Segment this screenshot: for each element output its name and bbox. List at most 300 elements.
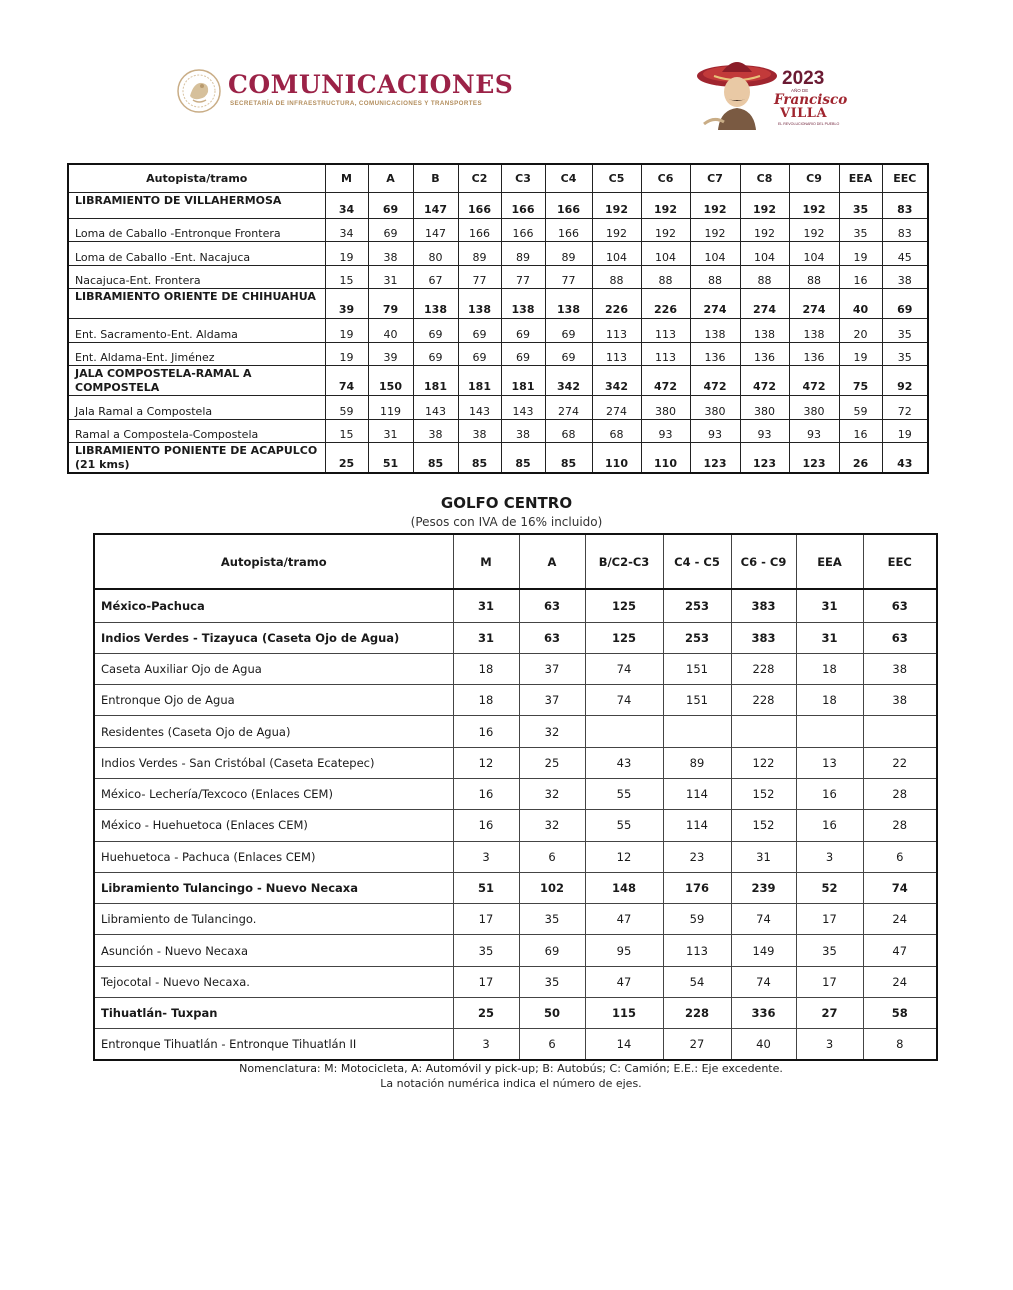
toll-value-cell: 50 xyxy=(519,998,585,1029)
route-name-cell: Jala Ramal a Compostela xyxy=(68,396,325,420)
toll-value-cell: 24 xyxy=(863,966,937,997)
toll-value-cell: 93 xyxy=(690,419,740,443)
toll-value-cell: 136 xyxy=(690,342,740,366)
section-row xyxy=(68,289,928,319)
route-name-cell: México - Huehuetoca (Enlaces CEM) xyxy=(94,810,453,841)
route-name-cell: México- Lechería/Texcoco (Enlaces CEM) xyxy=(94,778,453,809)
table1-header-cell: C5 xyxy=(592,164,641,192)
toll-value-cell: 27 xyxy=(663,1029,731,1060)
toll-value-cell: 150 xyxy=(368,366,413,396)
section-row xyxy=(68,192,928,218)
table1-header-cell: EEC xyxy=(882,164,928,192)
toll-value-cell: 63 xyxy=(863,589,937,622)
toll-value-cell: 34 xyxy=(325,218,368,242)
logo-name-line2: VILLA xyxy=(780,106,828,121)
toll-value-cell: 125 xyxy=(585,589,663,622)
toll-value-cell: 35 xyxy=(839,218,882,242)
toll-value-cell: 3 xyxy=(796,1029,863,1060)
toll-value-cell: 24 xyxy=(863,904,937,935)
toll-value-cell: 19 xyxy=(839,342,882,366)
route-name-cell: Loma de Caballo -Entronque Frontera xyxy=(68,218,325,242)
toll-value-cell: 138 xyxy=(690,319,740,343)
section-row xyxy=(68,366,928,396)
toll-value-cell: 166 xyxy=(545,218,592,242)
toll-value-cell: 77 xyxy=(501,265,545,289)
section-title: GOLFO CENTRO xyxy=(440,494,573,512)
toll-value-cell: 342 xyxy=(545,366,592,396)
toll-value-cell: 74 xyxy=(585,685,663,716)
toll-value-cell: 25 xyxy=(519,747,585,778)
toll-value-cell: 138 xyxy=(458,289,501,319)
toll-value-cell: 181 xyxy=(501,366,545,396)
table-row xyxy=(68,342,928,366)
toll-value-cell xyxy=(585,716,663,747)
toll-value-cell: 152 xyxy=(731,810,796,841)
toll-value-cell: 17 xyxy=(453,966,519,997)
table2-header-cell: M xyxy=(453,534,519,589)
mexico-seal-icon xyxy=(176,68,222,114)
toll-value-cell: 68 xyxy=(592,419,641,443)
toll-value-cell: 192 xyxy=(690,218,740,242)
toll-value-cell: 104 xyxy=(789,242,839,266)
toll-value-cell: 228 xyxy=(731,685,796,716)
toll-value-cell: 31 xyxy=(368,419,413,443)
toll-value-cell: 37 xyxy=(519,653,585,684)
toll-value-cell: 47 xyxy=(585,966,663,997)
route-name-cell: Ent. Sacramento-Ent. Aldama xyxy=(68,319,325,343)
toll-value-cell: 192 xyxy=(592,218,641,242)
toll-value-cell: 383 xyxy=(731,589,796,622)
toll-value-cell: 75 xyxy=(839,366,882,396)
table2-header-cell: A xyxy=(519,534,585,589)
toll-value-cell: 38 xyxy=(368,242,413,266)
toll-value-cell: 17 xyxy=(796,904,863,935)
toll-value-cell: 104 xyxy=(740,242,789,266)
table-row xyxy=(94,747,937,778)
toll-value-cell: 74 xyxy=(731,904,796,935)
toll-value-cell: 51 xyxy=(368,443,413,474)
toll-value-cell: 25 xyxy=(453,998,519,1029)
toll-value-cell: 68 xyxy=(545,419,592,443)
toll-value-cell: 77 xyxy=(458,265,501,289)
toll-value-cell: 32 xyxy=(519,716,585,747)
toll-value-cell: 119 xyxy=(368,396,413,420)
route-name-cell: JALA COMPOSTELA-RAMAL A COMPOSTELA xyxy=(68,366,325,396)
toll-value-cell: 69 xyxy=(545,342,592,366)
table1-header-cell: EEA xyxy=(839,164,882,192)
toll-value-cell: 85 xyxy=(458,443,501,474)
toll-value-cell: 17 xyxy=(796,966,863,997)
toll-value-cell: 181 xyxy=(413,366,458,396)
toll-value-cell: 40 xyxy=(731,1029,796,1060)
toll-value-cell: 19 xyxy=(882,419,928,443)
toll-value-cell: 6 xyxy=(863,841,937,872)
table-row xyxy=(94,653,937,684)
toll-value-cell: 104 xyxy=(641,242,690,266)
section-row xyxy=(94,589,937,622)
toll-value-cell: 472 xyxy=(789,366,839,396)
toll-value-cell: 35 xyxy=(839,192,882,218)
toll-value-cell: 472 xyxy=(740,366,789,396)
toll-value-cell: 239 xyxy=(731,872,796,903)
toll-value-cell: 69 xyxy=(545,319,592,343)
toll-value-cell: 45 xyxy=(882,242,928,266)
toll-value-cell: 15 xyxy=(325,419,368,443)
toll-value-cell: 176 xyxy=(663,872,731,903)
toll-value-cell: 113 xyxy=(641,319,690,343)
toll-value-cell: 38 xyxy=(501,419,545,443)
toll-value-cell: 16 xyxy=(796,778,863,809)
table-row xyxy=(68,265,928,289)
toll-value-cell: 40 xyxy=(839,289,882,319)
toll-value-cell: 14 xyxy=(585,1029,663,1060)
toll-value-cell: 59 xyxy=(839,396,882,420)
section-row xyxy=(94,872,937,903)
route-name-cell: Indios Verdes - Tizayuca (Caseta Ojo de Agua) xyxy=(94,622,453,653)
toll-value-cell: 166 xyxy=(458,218,501,242)
toll-value-cell: 228 xyxy=(663,998,731,1029)
toll-value-cell: 79 xyxy=(368,289,413,319)
table2-header-cell: B/C2-C3 xyxy=(585,534,663,589)
toll-value-cell: 93 xyxy=(740,419,789,443)
toll-value-cell: 55 xyxy=(585,810,663,841)
toll-value-cell: 19 xyxy=(325,242,368,266)
toll-value-cell: 114 xyxy=(663,810,731,841)
toll-value-cell: 69 xyxy=(413,319,458,343)
toll-value-cell: 31 xyxy=(368,265,413,289)
toll-value-cell: 113 xyxy=(641,342,690,366)
toll-value-cell: 16 xyxy=(839,419,882,443)
toll-value-cell: 27 xyxy=(796,998,863,1029)
toll-value-cell: 192 xyxy=(789,218,839,242)
toll-value-cell: 138 xyxy=(789,319,839,343)
table1-header-cell: C7 xyxy=(690,164,740,192)
table1-header-cell: M xyxy=(325,164,368,192)
toll-value-cell: 20 xyxy=(839,319,882,343)
table1-header-cell: C6 xyxy=(641,164,690,192)
toll-value-cell: 16 xyxy=(453,778,519,809)
toll-value-cell: 149 xyxy=(731,935,796,966)
toll-value-cell: 12 xyxy=(453,747,519,778)
toll-value-cell: 92 xyxy=(882,366,928,396)
toll-value-cell: 3 xyxy=(796,841,863,872)
toll-value-cell: 181 xyxy=(458,366,501,396)
toll-value-cell: 18 xyxy=(796,685,863,716)
toll-value-cell: 3 xyxy=(453,841,519,872)
toll-value-cell: 274 xyxy=(740,289,789,319)
table2-header-cell: C4 - C5 xyxy=(663,534,731,589)
toll-value-cell: 74 xyxy=(585,653,663,684)
toll-value-cell: 342 xyxy=(592,366,641,396)
toll-value-cell: 63 xyxy=(519,589,585,622)
route-name-cell: Caseta Auxiliar Ojo de Agua xyxy=(94,653,453,684)
toll-value-cell: 35 xyxy=(453,935,519,966)
toll-value-cell: 253 xyxy=(663,589,731,622)
toll-value-cell: 383 xyxy=(731,622,796,653)
section-row xyxy=(68,443,928,474)
toll-value-cell: 89 xyxy=(458,242,501,266)
toll-value-cell: 19 xyxy=(325,319,368,343)
table2-header-cell: EEA xyxy=(796,534,863,589)
toll-value-cell: 18 xyxy=(453,653,519,684)
logo-year: 2023 xyxy=(782,68,825,89)
table1-header-cell: C9 xyxy=(789,164,839,192)
route-name-cell: LIBRAMIENTO DE VILLAHERMOSA xyxy=(68,192,325,218)
toll-value-cell: 123 xyxy=(740,443,789,474)
toll-value-cell xyxy=(863,716,937,747)
section-row xyxy=(94,998,937,1029)
table2-header-row xyxy=(94,534,937,589)
toll-value-cell: 69 xyxy=(368,218,413,242)
sict-logo xyxy=(176,68,514,114)
route-name-cell: Entronque Ojo de Agua xyxy=(94,685,453,716)
toll-value-cell: 166 xyxy=(501,192,545,218)
toll-value-cell: 125 xyxy=(585,622,663,653)
table1-header-cell: Autopista/tramo xyxy=(68,164,325,192)
toll-value-cell: 380 xyxy=(690,396,740,420)
route-name-cell: Entronque Tihuatlán - Entronque Tihuatlán II xyxy=(94,1029,453,1060)
table-row xyxy=(94,935,937,966)
toll-value-cell: 38 xyxy=(413,419,458,443)
toll-value-cell: 35 xyxy=(519,904,585,935)
toll-value-cell: 39 xyxy=(368,342,413,366)
toll-value-cell: 274 xyxy=(690,289,740,319)
table1-header-cell: B xyxy=(413,164,458,192)
toll-value-cell: 38 xyxy=(863,685,937,716)
table-row xyxy=(94,778,937,809)
toll-value-cell: 88 xyxy=(690,265,740,289)
toll-value-cell: 19 xyxy=(325,342,368,366)
toll-value-cell: 25 xyxy=(325,443,368,474)
toll-value-cell: 43 xyxy=(585,747,663,778)
toll-value-cell: 43 xyxy=(882,443,928,474)
toll-value-cell: 35 xyxy=(519,966,585,997)
toll-value-cell: 13 xyxy=(796,747,863,778)
toll-value-cell: 69 xyxy=(501,342,545,366)
toll-value-cell: 32 xyxy=(519,810,585,841)
table1-header-cell: C3 xyxy=(501,164,545,192)
toll-value-cell: 89 xyxy=(501,242,545,266)
toll-value-cell: 192 xyxy=(740,192,789,218)
toll-value-cell: 16 xyxy=(796,810,863,841)
toll-value-cell: 32 xyxy=(519,778,585,809)
toll-value-cell: 69 xyxy=(882,289,928,319)
toll-value-cell: 192 xyxy=(641,218,690,242)
francisco-villa-logo xyxy=(694,54,848,130)
toll-value-cell: 192 xyxy=(690,192,740,218)
toll-value-cell: 6 xyxy=(519,1029,585,1060)
toll-value-cell: 51 xyxy=(453,872,519,903)
toll-value-cell: 89 xyxy=(545,242,592,266)
toll-value-cell: 95 xyxy=(585,935,663,966)
toll-value-cell: 55 xyxy=(585,778,663,809)
toll-value-cell: 69 xyxy=(413,342,458,366)
toll-value-cell: 74 xyxy=(731,966,796,997)
toll-value-cell: 31 xyxy=(453,622,519,653)
route-name-cell: México-Pachuca xyxy=(94,589,453,622)
toll-value-cell: 226 xyxy=(592,289,641,319)
toll-value-cell: 192 xyxy=(641,192,690,218)
route-name-cell: Nacajuca-Ent. Frontera xyxy=(68,265,325,289)
toll-value-cell: 102 xyxy=(519,872,585,903)
toll-value-cell: 35 xyxy=(882,342,928,366)
toll-value-cell: 77 xyxy=(545,265,592,289)
toll-value-cell xyxy=(796,716,863,747)
toll-value-cell: 380 xyxy=(789,396,839,420)
toll-value-cell: 18 xyxy=(796,653,863,684)
toll-value-cell: 39 xyxy=(325,289,368,319)
section-subtitle: (Pesos con IVA de 16% incluido) xyxy=(410,515,603,529)
toll-value-cell: 88 xyxy=(641,265,690,289)
toll-value-cell: 136 xyxy=(740,342,789,366)
toll-value-cell: 113 xyxy=(592,342,641,366)
toll-value-cell: 147 xyxy=(413,192,458,218)
table2-body xyxy=(94,589,937,1060)
toll-value-cell: 63 xyxy=(863,622,937,653)
toll-value-cell: 110 xyxy=(641,443,690,474)
tolls-table-1 xyxy=(67,163,929,474)
route-name-cell: Libramiento de Tulancingo. xyxy=(94,904,453,935)
toll-value-cell: 15 xyxy=(325,265,368,289)
table-row xyxy=(68,218,928,242)
toll-value-cell: 34 xyxy=(325,192,368,218)
toll-value-cell: 31 xyxy=(796,622,863,653)
toll-value-cell: 192 xyxy=(592,192,641,218)
route-name-cell: Residentes (Caseta Ojo de Agua) xyxy=(94,716,453,747)
toll-value-cell: 143 xyxy=(458,396,501,420)
toll-value-cell: 253 xyxy=(663,622,731,653)
toll-value-cell: 83 xyxy=(882,192,928,218)
toll-value-cell: 23 xyxy=(663,841,731,872)
toll-value-cell: 74 xyxy=(325,366,368,396)
toll-value-cell: 31 xyxy=(731,841,796,872)
toll-value-cell: 114 xyxy=(663,778,731,809)
brand-title: COMUNICACIONES xyxy=(228,70,514,99)
toll-value-cell: 192 xyxy=(740,218,789,242)
toll-value-cell: 19 xyxy=(839,242,882,266)
nomenclature-note: Nomenclatura: M: Motocicleta, A: Automóvil y pick-up; B: Autobús; C: Camión; E.E.: Eje excedente. xyxy=(239,1062,783,1075)
toll-value-cell: 113 xyxy=(663,935,731,966)
table1-header-cell: C2 xyxy=(458,164,501,192)
toll-value-cell: 151 xyxy=(663,653,731,684)
toll-value-cell: 138 xyxy=(740,319,789,343)
toll-value-cell: 115 xyxy=(585,998,663,1029)
table-row xyxy=(68,396,928,420)
toll-value-cell: 58 xyxy=(863,998,937,1029)
toll-value-cell: 104 xyxy=(690,242,740,266)
toll-value-cell: 69 xyxy=(368,192,413,218)
toll-value-cell: 59 xyxy=(325,396,368,420)
toll-value-cell: 38 xyxy=(458,419,501,443)
toll-value-cell: 93 xyxy=(789,419,839,443)
toll-value-cell: 37 xyxy=(519,685,585,716)
toll-value-cell: 113 xyxy=(592,319,641,343)
toll-value-cell: 22 xyxy=(863,747,937,778)
route-name-cell: LIBRAMIENTO ORIENTE DE CHIHUAHUA xyxy=(68,289,325,319)
toll-value-cell: 38 xyxy=(863,653,937,684)
table-row xyxy=(94,810,937,841)
route-name-cell: Libramiento Tulancingo - Nuevo Necaxa xyxy=(94,872,453,903)
route-name-cell: Asunción - Nuevo Necaxa xyxy=(94,935,453,966)
route-name-cell: Ramal a Compostela-Compostela xyxy=(68,419,325,443)
toll-value-cell: 74 xyxy=(863,872,937,903)
toll-value-cell: 472 xyxy=(690,366,740,396)
toll-value-cell: 104 xyxy=(592,242,641,266)
toll-value-cell: 147 xyxy=(413,218,458,242)
toll-value-cell: 136 xyxy=(789,342,839,366)
toll-value-cell: 31 xyxy=(453,589,519,622)
toll-value-cell: 88 xyxy=(592,265,641,289)
toll-value-cell: 35 xyxy=(796,935,863,966)
toll-value-cell: 472 xyxy=(641,366,690,396)
route-name-cell: Loma de Caballo -Ent. Nacajuca xyxy=(68,242,325,266)
toll-value-cell: 274 xyxy=(592,396,641,420)
toll-value-cell: 35 xyxy=(882,319,928,343)
tolls-table-2 xyxy=(93,533,938,1061)
table1-body xyxy=(68,192,928,473)
table1-header-row xyxy=(68,164,928,192)
toll-value-cell: 69 xyxy=(519,935,585,966)
table1-header-cell: A xyxy=(368,164,413,192)
axle-note: La notación numérica indica el número de ejes. xyxy=(380,1077,642,1090)
toll-value-cell: 274 xyxy=(545,396,592,420)
route-name-cell: Tihuatlán- Tuxpan xyxy=(94,998,453,1029)
toll-value-cell: 80 xyxy=(413,242,458,266)
table-row xyxy=(94,841,937,872)
toll-value-cell: 72 xyxy=(882,396,928,420)
toll-value-cell: 152 xyxy=(731,778,796,809)
toll-value-cell: 54 xyxy=(663,966,731,997)
toll-value-cell: 122 xyxy=(731,747,796,778)
toll-value-cell: 123 xyxy=(789,443,839,474)
table-row xyxy=(94,685,937,716)
route-name-cell: Tejocotal - Nuevo Necaxa. xyxy=(94,966,453,997)
table2-header-cell: EEC xyxy=(863,534,937,589)
toll-value-cell: 274 xyxy=(789,289,839,319)
toll-value-cell: 93 xyxy=(641,419,690,443)
logo-footer: EL REVOLUCIONARIO DEL PUEBLO xyxy=(778,122,840,126)
logo-name-line1: Francisco xyxy=(774,92,848,108)
toll-value-cell: 143 xyxy=(501,396,545,420)
route-name-cell: Huehuetoca - Pachuca (Enlaces CEM) xyxy=(94,841,453,872)
toll-value-cell: 59 xyxy=(663,904,731,935)
toll-value-cell: 17 xyxy=(453,904,519,935)
toll-value-cell xyxy=(663,716,731,747)
toll-value-cell: 148 xyxy=(585,872,663,903)
toll-value-cell: 47 xyxy=(585,904,663,935)
toll-value-cell: 380 xyxy=(740,396,789,420)
toll-value-cell: 228 xyxy=(731,653,796,684)
table-row xyxy=(68,319,928,343)
toll-value-cell: 6 xyxy=(519,841,585,872)
toll-value-cell: 138 xyxy=(545,289,592,319)
toll-value-cell xyxy=(731,716,796,747)
toll-value-cell: 69 xyxy=(458,342,501,366)
toll-value-cell: 336 xyxy=(731,998,796,1029)
route-name-cell: LIBRAMIENTO PONIENTE DE ACAPULCO (21 kms) xyxy=(68,443,325,474)
route-name-cell: Ent. Aldama-Ent. Jiménez xyxy=(68,342,325,366)
toll-value-cell: 16 xyxy=(839,265,882,289)
toll-value-cell: 63 xyxy=(519,622,585,653)
toll-value-cell: 88 xyxy=(740,265,789,289)
table-row xyxy=(94,1029,937,1060)
toll-value-cell: 3 xyxy=(453,1029,519,1060)
toll-value-cell: 47 xyxy=(863,935,937,966)
toll-value-cell: 110 xyxy=(592,443,641,474)
table-row xyxy=(94,904,937,935)
toll-value-cell: 40 xyxy=(368,319,413,343)
toll-value-cell: 8 xyxy=(863,1029,937,1060)
